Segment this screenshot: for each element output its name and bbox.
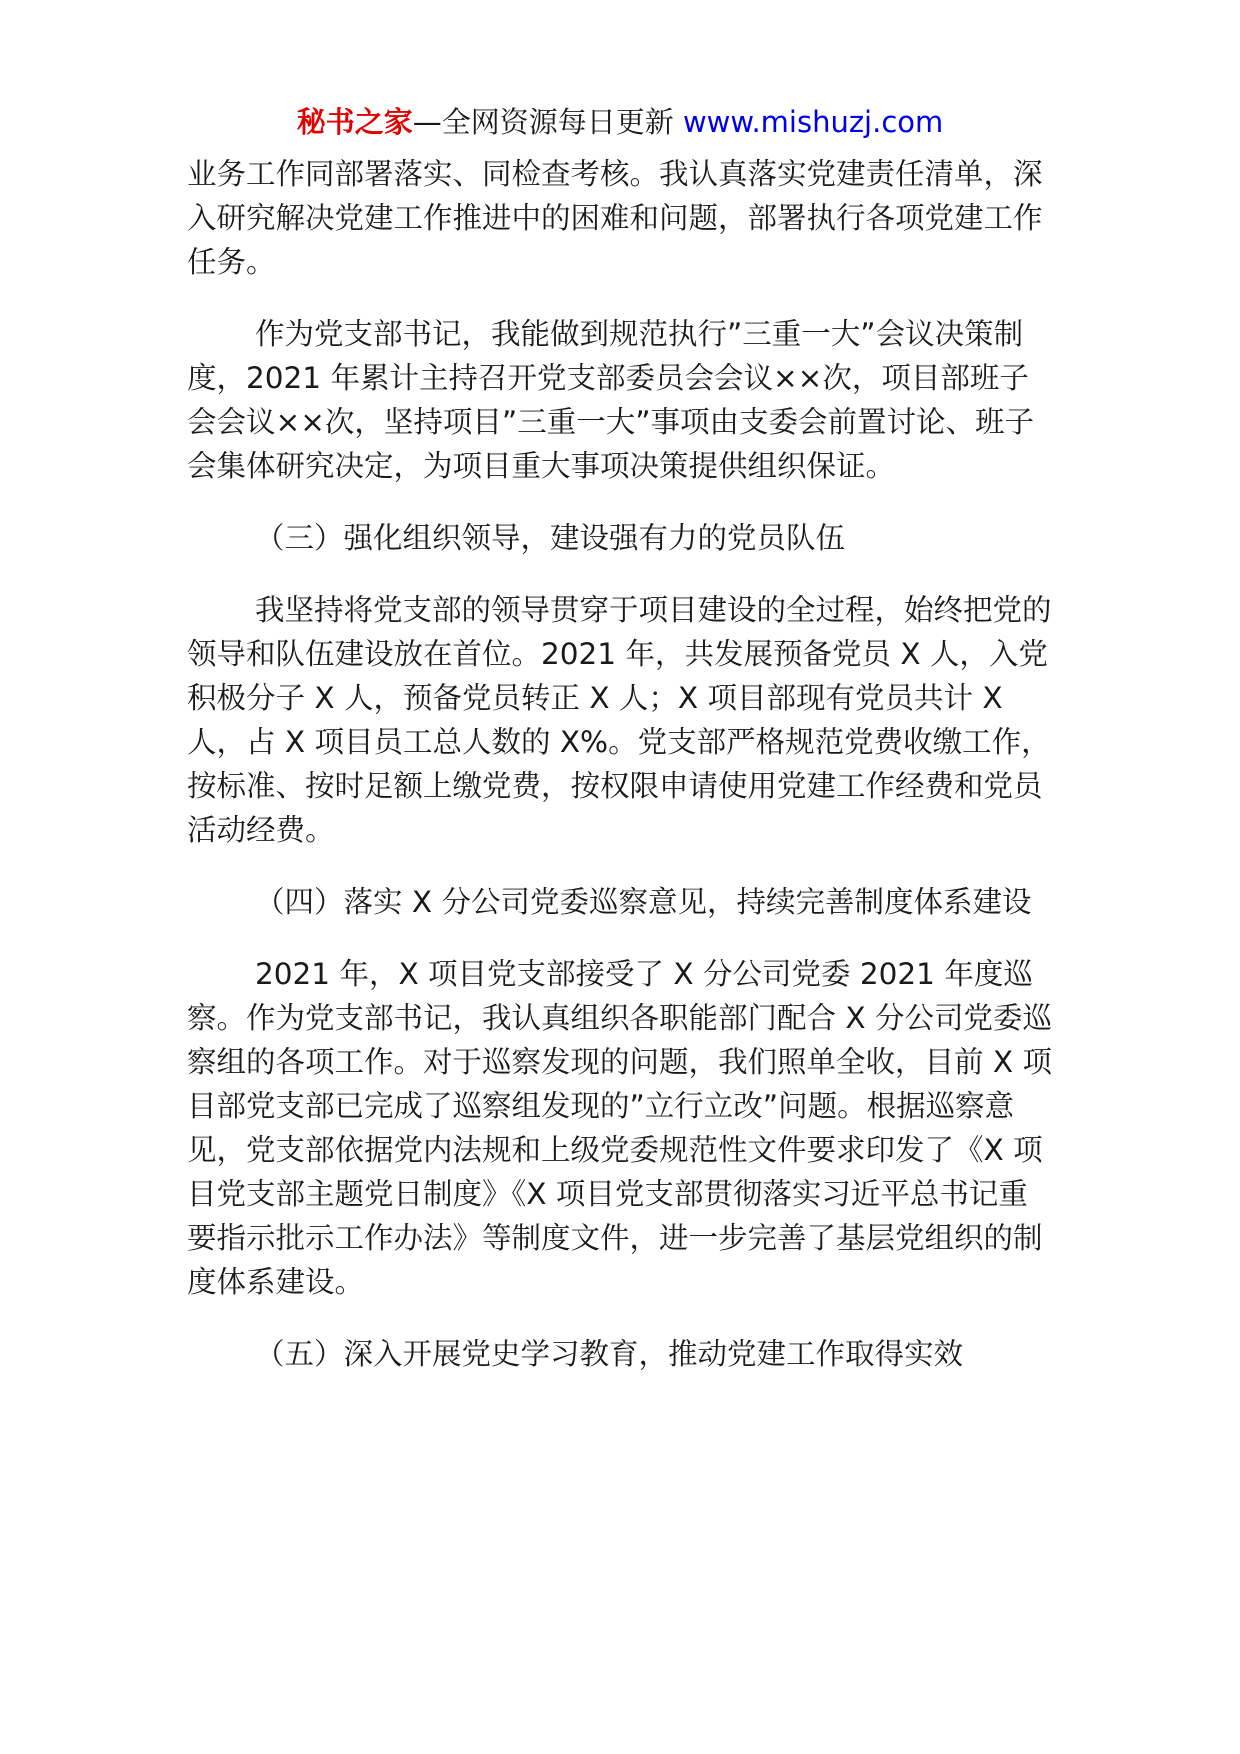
document-body xyxy=(187,152,1057,1404)
section-heading-5: （五）深入开展党史学习教育，推动党建工作取得实效 xyxy=(255,1337,964,1371)
paragraph-1: 业务工作同部署落实、同检查考核。我认真落实党建责任清单，深入研究解决党建工作推进中的困难和问题，部署执行各项党建工作任务。 xyxy=(187,157,1043,279)
section-heading-3: （三）强化组织领导，建设强有力的党员队伍 xyxy=(255,521,846,555)
page-header xyxy=(0,100,1240,144)
paragraph-5: 2021 年，X 项目党支部接受了 X 分公司党委 2021 年度巡察。作为党支部书记，我认真组织各职能部门配合 X 分公司党委巡察组的各项工作。对于巡察发现的问题，我们照单全收，目前 X 项目部党支部已完成了巡察组发现的”立行立改”问题。根据巡察意见，党支部依据党内法规和上级党委规范性文件要求印发了《X 项目党支部主题党日制度》《X 项目党支部贯彻落实习近平总书记重要指示批示工作办法》等制度文件，进一步完善了基层党组织的制度体系建设。 xyxy=(187,957,1052,1299)
section-heading-4: （四）落实 X 分公司党委巡察意见，持续完善制度体系建设 xyxy=(255,885,1032,919)
paragraph-2: 作为党支部书记，我能做到规范执行”三重一大”会议决策制度，2021 年累计主持召开党支部委员会会议××次，项目部班子会会议××次，坚持项目”三重一大”事项由支委会前置讨论、班子会集体研究决定，为项目重大事项决策提供组织保证。 xyxy=(187,317,1035,483)
header-tagline: —全网资源每日更新 xyxy=(412,105,683,139)
website-link[interactable]: www.mishuzj.com xyxy=(682,105,944,139)
paragraph-4: 我坚持将党支部的领导贯穿于项目建设的全过程，始终把党的领导和队伍建设放在首位。2021 年，共发展预备党员 X 人，入党积极分子 X 人，预备党员转正 X 人；X 项目部现有党员共计 X 人，占 X 项目员工总人数的 X%。党支部严格规范党费收缴工作，按标准、按时足额上缴党费，按权限申请使用党建工作经费和党员活动经费。 xyxy=(187,593,1052,847)
brand-name: 秘书之家 xyxy=(296,105,413,139)
